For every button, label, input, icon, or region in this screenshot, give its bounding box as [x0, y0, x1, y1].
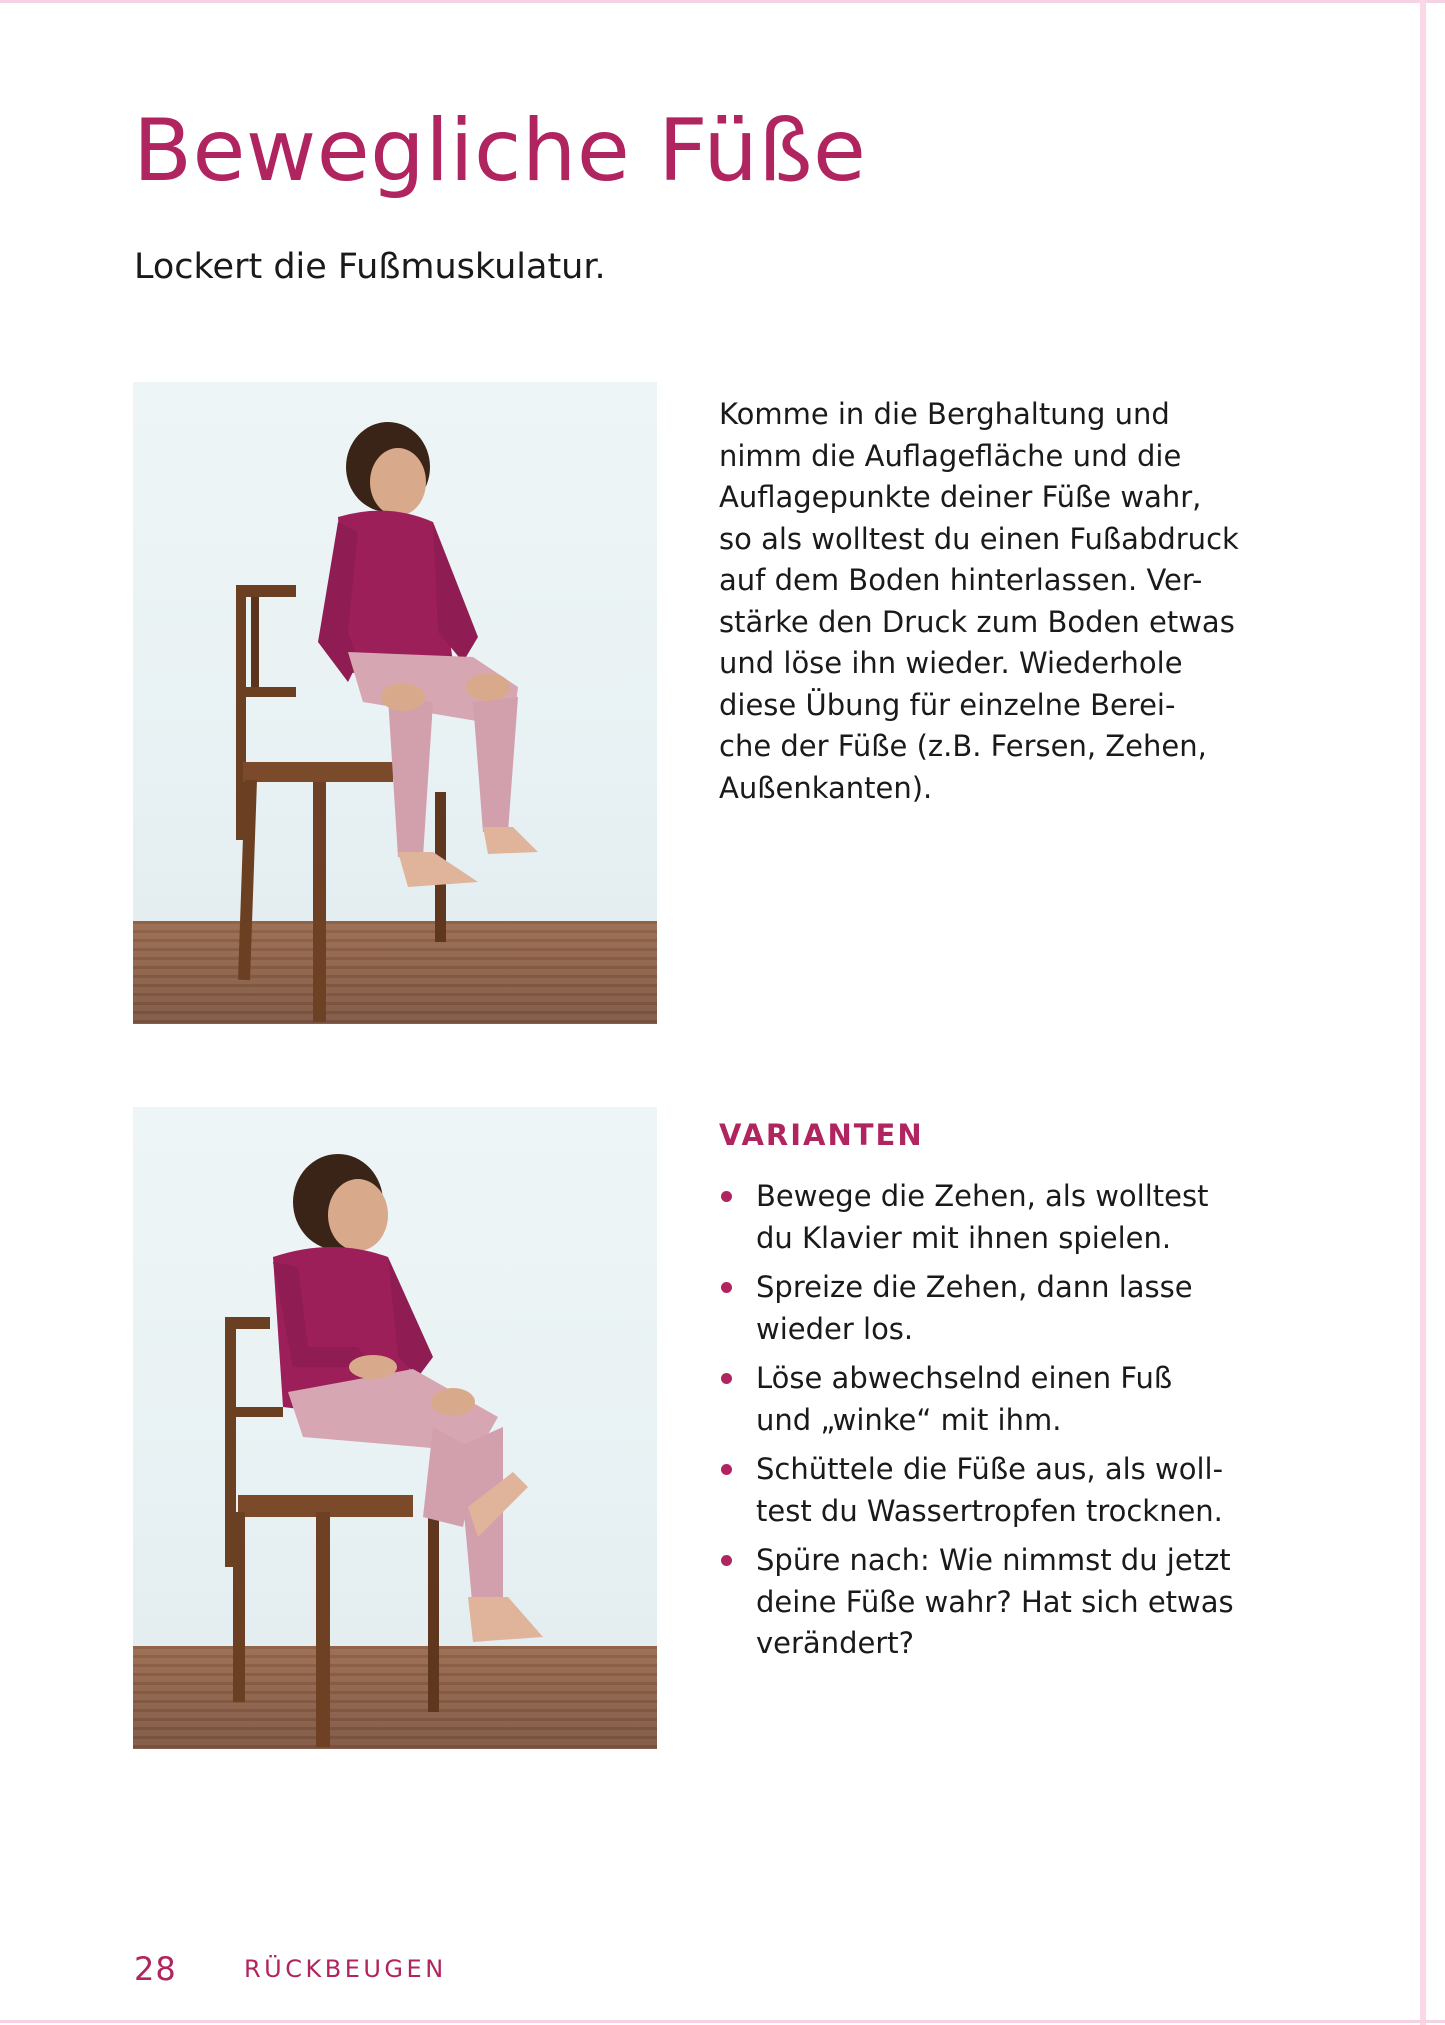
exercise-photo-2: [133, 1107, 657, 1749]
variant-line: Bewege die Zehen, als wolltest: [756, 1179, 1209, 1213]
instruction-line: nimm die Auflagefläche und die: [719, 438, 1182, 473]
page-border-top: [0, 0, 1445, 3]
page-title: Bewegliche Füße: [133, 101, 867, 201]
variant-line: verändert?: [756, 1626, 915, 1660]
bullet-icon: [721, 1191, 732, 1202]
variant-item: [719, 1449, 1279, 1532]
page-border-right: [1420, 0, 1426, 2025]
seated-woman-illustration: [133, 382, 657, 1024]
exercise-photo-1: [133, 382, 657, 1024]
bullet-icon: [721, 1555, 732, 1566]
variant-line: wieder los.: [756, 1311, 914, 1346]
variant-line: Schüttele die Füße aus, als woll-: [756, 1452, 1224, 1486]
bullet-icon: [721, 1464, 732, 1475]
instruction-line: so als wolltest du einen Fußabdruck: [719, 521, 1239, 556]
exercise-instructions: [719, 394, 1259, 809]
page-number: 28: [134, 1950, 177, 1988]
instruction-line: Außenkanten).: [719, 770, 933, 805]
instruction-line: Komme in die Berghaltung und: [719, 397, 1170, 431]
bullet-icon: [721, 1282, 732, 1293]
instruction-line: diese Übung für einzelne Berei-: [719, 687, 1176, 722]
variant-line: Löse abwechselnd einen Fuß: [756, 1361, 1173, 1395]
variant-item: [719, 1358, 1279, 1441]
instruction-line: Auflagepunkte deiner Füße wahr,: [719, 480, 1202, 514]
variant-item: [719, 1176, 1279, 1259]
variant-line: test du Wassertropfen trocknen.: [756, 1493, 1223, 1528]
page-subtitle: Lockert die Fußmuskulatur.: [134, 247, 606, 287]
seated-woman-raising-foot-illustration: [133, 1107, 657, 1749]
variant-item: [719, 1267, 1279, 1350]
variant-line: deine Füße wahr? Hat sich etwas: [756, 1584, 1234, 1619]
instruction-line: und löse ihn wieder. Wiederhole: [719, 646, 1183, 680]
variant-line: du Klavier mit ihnen spielen.: [756, 1220, 1172, 1255]
instruction-line: auf dem Boden hinterlassen. Ver-: [719, 563, 1203, 597]
variant-item: [719, 1540, 1279, 1665]
variant-line: Spreize die Zehen, dann lasse: [756, 1270, 1193, 1304]
instruction-line: stärke den Druck zum Boden etwas: [719, 604, 1235, 639]
section-name: RÜCKBEUGEN: [244, 1955, 447, 1983]
variants-list: [719, 1176, 1279, 1673]
bullet-icon: [721, 1373, 732, 1384]
variant-line: und „winke“ mit ihm.: [756, 1402, 1062, 1437]
variants-heading: VARIANTEN: [719, 1118, 924, 1152]
variant-line: Spüre nach: Wie nimmst du jetzt: [756, 1543, 1231, 1577]
page-border-bottom: [0, 2020, 1445, 2023]
instruction-line: che der Füße (z.B. Fersen, Zehen,: [719, 729, 1207, 763]
